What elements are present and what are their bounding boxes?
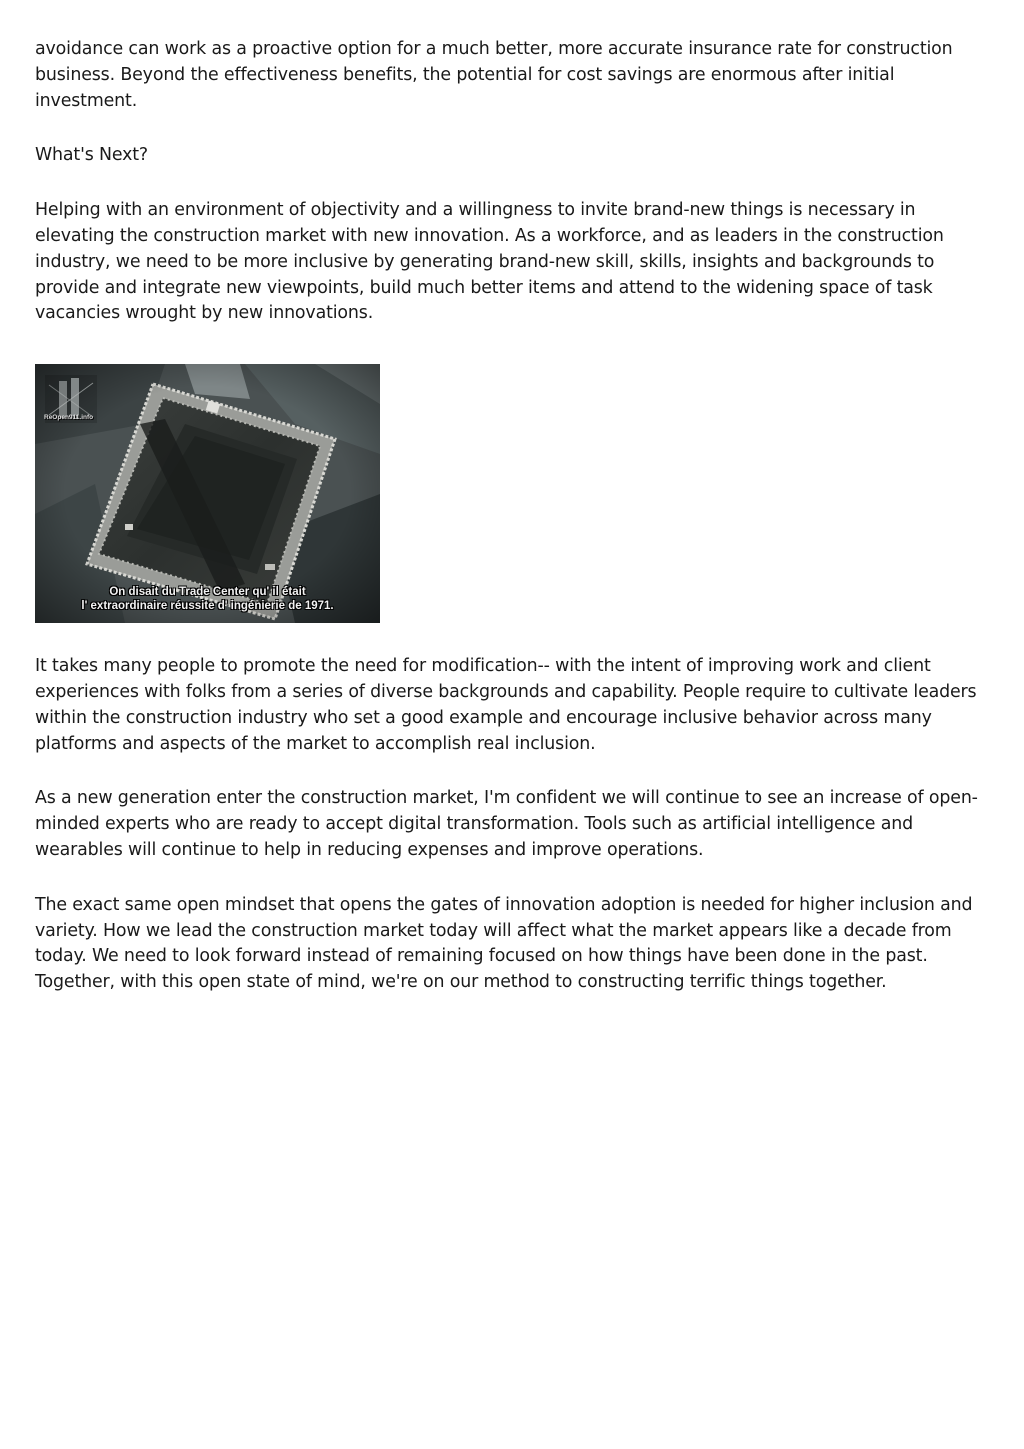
paragraph: As a new generation enter the construction market, I'm confident we will continue to see an increase of open-minded experts who are ready to accept digital transformation. Tools such as artificial intelligence and wearables will continue to help in reducing expenses and improve operations. [35,788,978,860]
watermark-text: ReOpen911.info [44,414,94,422]
article [35,37,995,996]
section-heading: What's Next? [35,145,149,166]
article-image [35,364,380,623]
paragraph: avoidance can work as a proactive option for a much better, more accurate insurance rate for construction business. Beyond the effectiveness benefits, the potential for cost savings are enormous after initial investment. [35,39,953,111]
image-caption [35,586,380,613]
paragraph: The exact same open mindset that opens the gates of innovation adoption is needed for higher inclusion and variety. How we lead the construction market today will affect what the market appears like a decade from today. We need to look forward instead of remaining focused on how things have been done in the past. Together, with this open state of mind, we're on our method to constructing terrific things together. [35,894,973,993]
paragraph: It takes many people to promote the need for modification-- with the intent of improving work and client experiences with folks from a series of diverse backgrounds and capability. People require to cultivate leaders within the construction industry who set a good example and encourage inclusive behavior across many platforms and aspects of the market to accomplish real inclusion. [35,656,977,754]
caption-line: On disait du Trade Center qu' il était [109,586,306,599]
paragraph: Helping with an environment of objectivity and a willingness to invite brand-new things is necessary in elevating the construction market with new innovation. As a workforce, and as leaders in the construction industry, we need to be more inclusive by generating brand-new skill, skills, insights and backgrounds to provide and integrate new viewpoints, build much better items and attend to the widening space of task vacancies wrought by new innovations. [35,200,944,324]
caption-line: l' extraordinaire réussite d' ingénierie de 1971. [81,599,334,612]
